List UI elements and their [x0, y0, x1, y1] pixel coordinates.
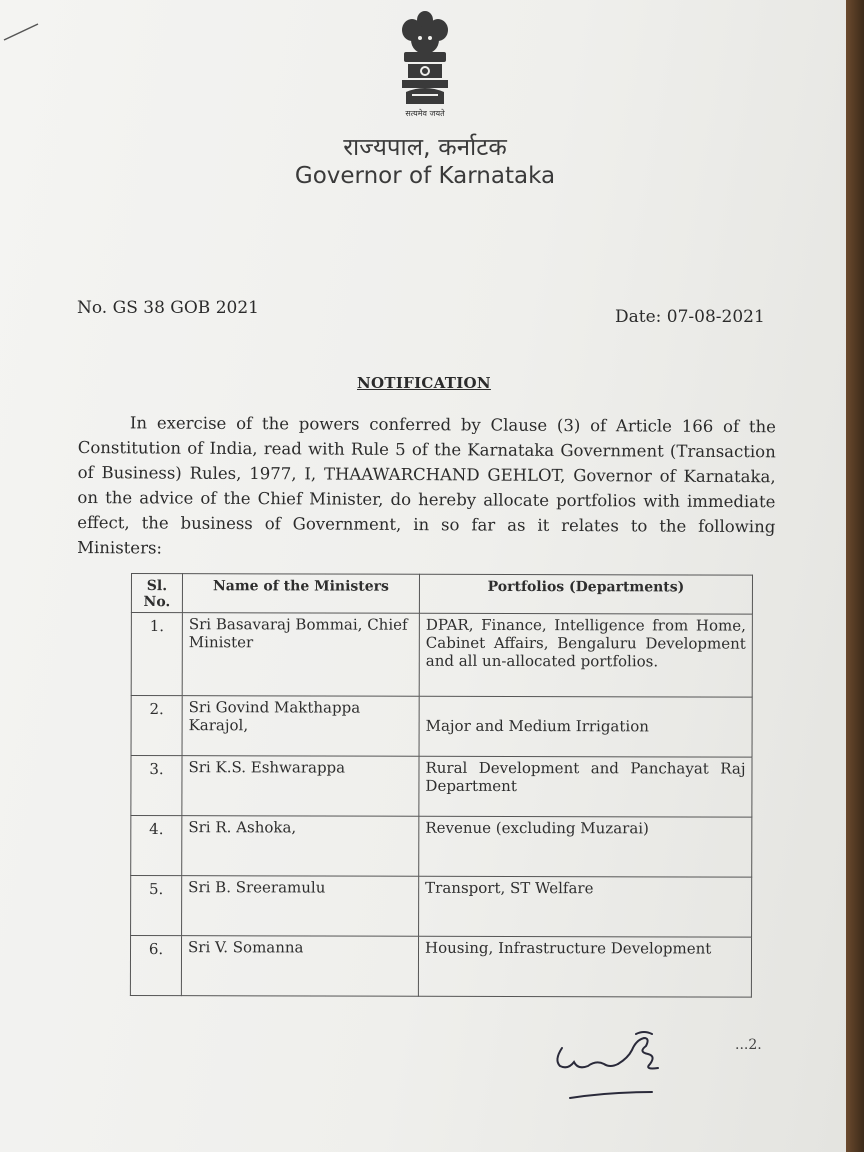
office-title-english: Governor of Karnataka	[294, 163, 556, 189]
row-number: 5.	[131, 876, 182, 936]
row-number: 6.	[130, 936, 181, 996]
header-portfolio: Portfolios (Departments)	[419, 574, 752, 614]
reference-number: No. GS 38 GOB 2021	[77, 298, 259, 318]
row-number: 3.	[131, 756, 182, 816]
header-sl-no: Sl. No.	[131, 574, 182, 613]
minister-portfolio: Revenue (excluding Muzarai)	[419, 816, 752, 877]
table-header-row	[131, 574, 752, 615]
minister-portfolio: Rural Development and Panchayat Raj Department	[419, 756, 752, 817]
emblem-motto: सत्यमेव जयते	[405, 109, 445, 118]
office-title-hindi: राज्यपाल, कर्नाटक	[343, 133, 507, 161]
ministers-portfolio-table	[130, 573, 753, 998]
table-row	[131, 696, 752, 758]
table-row	[130, 936, 751, 998]
minister-portfolio: Major and Medium Irrigation	[425, 716, 649, 736]
governor-signature	[548, 1030, 678, 1110]
minister-portfolio: Transport, ST Welfare	[419, 876, 752, 937]
minister-name: Sri B. Sreeramulu	[182, 876, 419, 937]
table-row	[131, 613, 752, 698]
notification-body	[77, 410, 776, 564]
table-row	[131, 756, 752, 818]
national-emblem-icon	[390, 8, 460, 120]
minister-name: Sri Basavaraj Bommai, Chief Minister	[182, 613, 419, 697]
table-row	[131, 816, 752, 878]
table-surface	[846, 0, 864, 1152]
minister-portfolio-cell	[419, 696, 752, 757]
minister-name: Sri K.S. Eshwarappa	[182, 756, 419, 817]
notification-heading: NOTIFICATION	[357, 374, 491, 392]
minister-name: Sri Govind Makthappa Karajol,	[182, 696, 419, 757]
row-number: 4.	[131, 816, 182, 876]
table-row	[131, 876, 752, 938]
header-minister-name: Name of the Ministers	[182, 574, 419, 614]
minister-name: Sri R. Ashoka,	[182, 816, 419, 877]
row-number: 2.	[131, 696, 182, 756]
minister-portfolio: DPAR, Finance, Intelligence from Home, Cabinet Affairs, Bengaluru Development and all un-allocated portfolios.	[419, 613, 752, 697]
reference-date: Date: 07-08-2021	[615, 307, 765, 327]
minister-name: Sri V. Somanna	[181, 936, 418, 997]
page-continuation: ...2.	[735, 1037, 762, 1053]
pen-mark	[2, 18, 42, 48]
minister-portfolio: Housing, Infrastructure Development	[418, 936, 751, 997]
row-number: 1.	[131, 613, 182, 696]
notification-body-text: In exercise of the powers conferred by Clause (3) of Article 166 of the Constitution of India, read with Rule 5 of the Karnataka Government (Transaction of Business) Rules, 1977, I, THAAWARCHAND GEHLOT, Governor of Karnataka, on the advice of the Chief Minister, do hereby allocate portfolios with immediate effect, the business of Government, in so far as it relates to the following Ministers:	[77, 413, 776, 558]
